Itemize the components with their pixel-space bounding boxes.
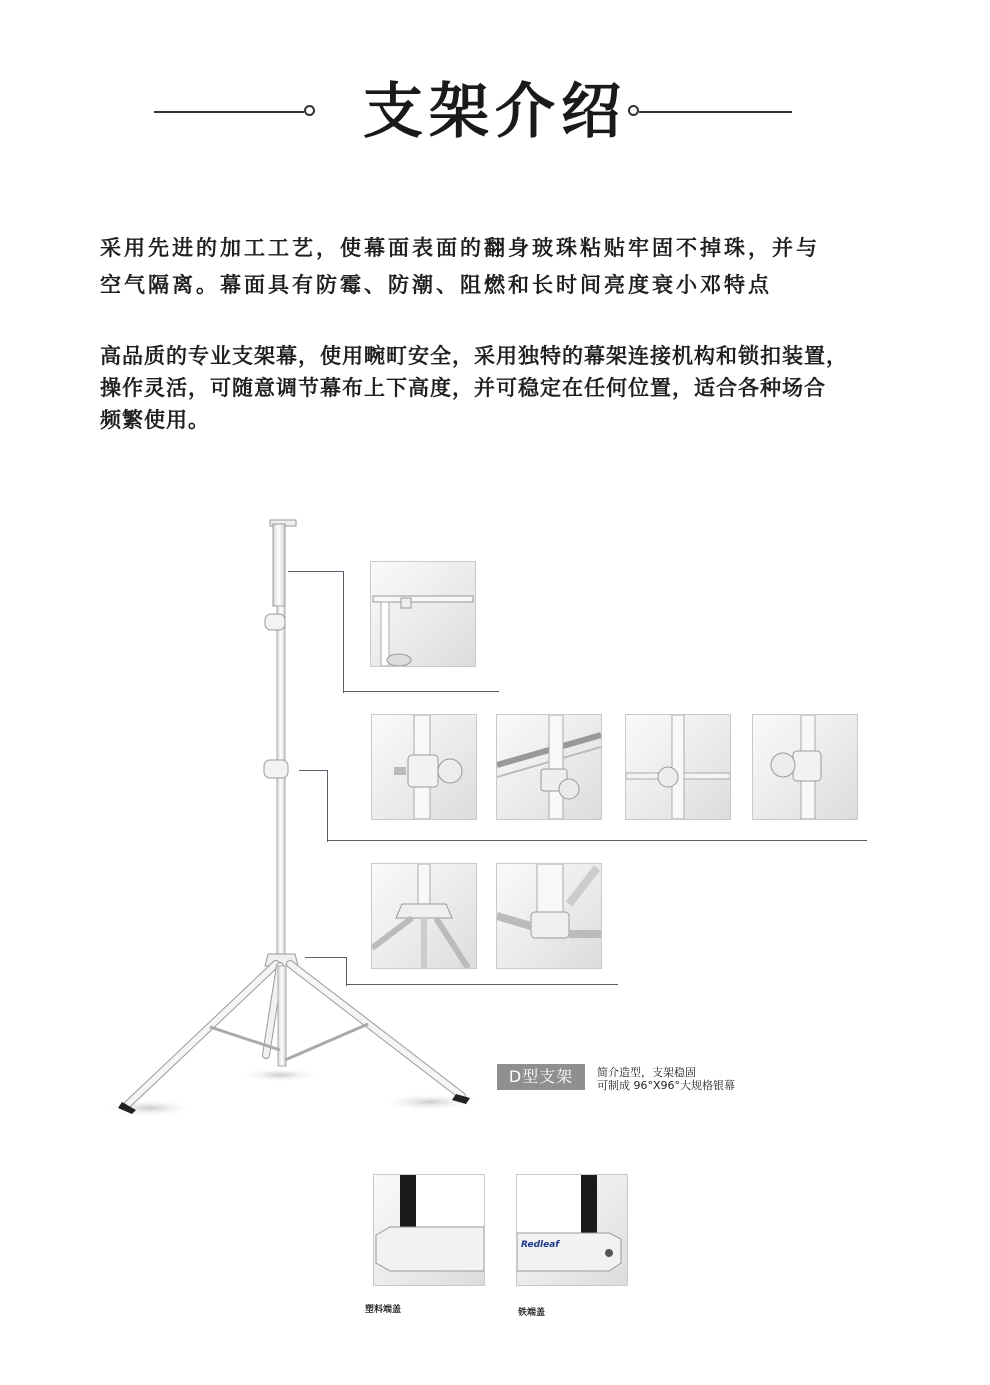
plastic-end-cap-caption: 塑料端盖 <box>365 1305 402 1315</box>
leader-line-middle-tail <box>327 840 867 841</box>
intro-paragraph <box>100 230 900 304</box>
page-title: 支架介绍 <box>363 77 627 147</box>
d-type-stand-badge: D型支架 <box>497 1064 585 1090</box>
title-rule-right <box>639 111 792 113</box>
leader-line-bottom <box>305 957 347 986</box>
intro-line-1: 采用先进的加工工艺，使幕面表面的翻身玻珠粘贴牢固不掉珠，并与 <box>100 236 820 260</box>
feature-line-2: 操作灵活，可随意调节幕布上下高度，并可稳定在任何位置，适合各种场合 <box>100 376 826 400</box>
leader-line-top <box>288 571 344 693</box>
feature-paragraph <box>100 340 900 436</box>
photo-knob-2 <box>496 714 602 820</box>
photo-iron-end-cap <box>516 1174 628 1286</box>
leader-line-middle <box>299 770 328 842</box>
brand-mark-text: Redleaf <box>521 1240 560 1250</box>
title-rule-left-dot <box>304 105 315 116</box>
feature-line-3: 频繁使用。 <box>100 408 210 432</box>
photo-hub-2 <box>496 863 602 969</box>
intro-line-2: 空气隔离。幕面具有防霉、防潮、阻燃和长时间亮度衰小邓特点 <box>100 273 772 297</box>
photo-plastic-end-cap <box>373 1174 485 1286</box>
photo-knob-3 <box>625 714 731 820</box>
photo-hub-1 <box>371 863 477 969</box>
leader-line-top-tail <box>343 691 499 692</box>
photo-top-bracket <box>370 561 476 667</box>
iron-end-cap-caption: 铁端盖 <box>518 1308 546 1318</box>
photo-knob-1 <box>371 714 477 820</box>
title-rule-left <box>154 111 304 113</box>
leader-line-bottom-tail <box>346 984 618 985</box>
title-rule-right-dot <box>628 105 639 116</box>
stand-note-line-2: 可制成 96°X96°大规格银幕 <box>597 1079 736 1092</box>
photo-knob-4 <box>752 714 858 820</box>
feature-line-1: 高品质的专业支架幕，使用畹町安全，采用独特的幕架连接机构和锁扣装置， <box>100 344 848 368</box>
stand-note-line-1: 简介造型，支架稳固 <box>597 1066 696 1079</box>
